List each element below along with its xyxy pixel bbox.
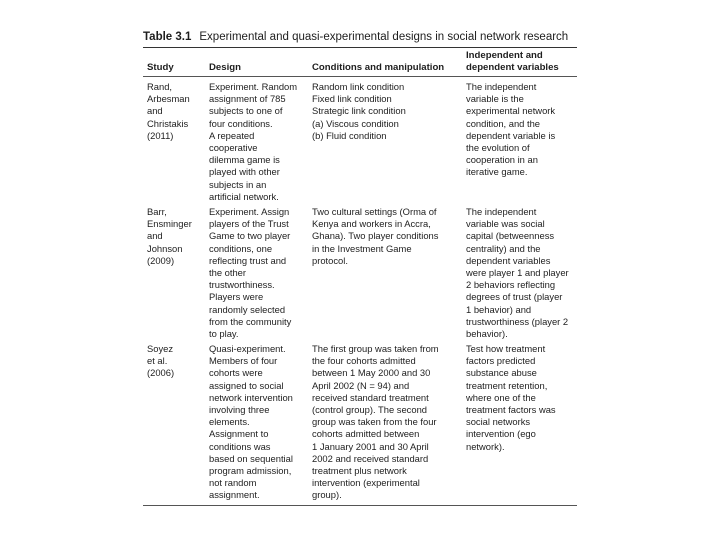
cell-line: centrality) and the — [466, 242, 541, 254]
cell-line: Kenya and workers in Accra, — [312, 218, 431, 230]
cell-study — [147, 343, 174, 380]
cell-line: Fixed link condition — [312, 93, 392, 105]
cell-line: Ensminger — [147, 218, 192, 230]
cell-line: Players were — [209, 291, 264, 303]
cell-line: the four cohorts admitted — [312, 355, 416, 367]
cell-line: assignment. — [209, 489, 260, 501]
cell-study — [147, 206, 192, 267]
cell-line: (2006) — [147, 367, 175, 379]
bottom-rule — [143, 505, 577, 506]
header-variables-line1: Independent and — [466, 50, 543, 61]
cell-line: Test how treatment — [466, 343, 546, 354]
cell-variables — [466, 343, 556, 453]
cell-line: (control group). The second — [312, 404, 427, 416]
cell-line: program admission, — [209, 465, 292, 477]
table-3-1 — [143, 30, 577, 506]
cell-line: Christakis — [147, 117, 189, 129]
cell-line: players of the Trust — [209, 218, 289, 230]
cell-line: randomly selected — [209, 303, 286, 315]
header-conditions: Conditions and manipulation — [312, 62, 445, 73]
cell-line: The independent — [466, 206, 537, 217]
cell-line: Experiment. Random — [209, 81, 298, 92]
cell-line: where one of the — [466, 391, 536, 403]
cell-line: assignment of 785 — [209, 93, 286, 105]
cell-line: Ghana). Two player conditions — [312, 230, 439, 242]
cell-line: the evolution of — [466, 142, 530, 154]
cell-line: substance abuse — [466, 367, 537, 379]
cell-line: treatment factors was — [466, 404, 556, 416]
cell-line: trustworthiness. — [209, 279, 275, 291]
cell-line: iterative game. — [466, 166, 528, 178]
cell-line: experimental network — [466, 105, 556, 117]
cell-line: factors predicted — [466, 355, 536, 367]
cell-line: were player 1 and player — [466, 267, 569, 279]
cell-line: 1 January 2001 and 30 April — [312, 440, 429, 452]
cell-line: dilemma game is — [209, 154, 280, 166]
cell-line: group). — [312, 489, 342, 501]
cell-line: based on sequential — [209, 452, 293, 464]
cell-line: treatment retention, — [466, 379, 548, 391]
cell-line: capital (betweenness — [466, 230, 555, 242]
cell-variables — [466, 206, 569, 340]
cell-line: Arbesman — [147, 93, 190, 105]
cell-line: protocol. — [312, 254, 348, 266]
cell-line: Assignment to — [209, 428, 269, 440]
cell-line: artificial network. — [209, 190, 279, 202]
cell-line: Random link condition — [312, 81, 405, 92]
cell-line: condition, and the — [466, 117, 541, 129]
cell-line: 1 behavior) and — [466, 303, 532, 315]
cell-line: (b) Fluid condition — [312, 129, 387, 141]
cell-conditions — [312, 343, 439, 502]
cell-line: The first group was taken from — [312, 343, 439, 354]
table-caption — [143, 30, 577, 47]
cell-line: received standard treatment — [312, 391, 429, 403]
table-row — [143, 343, 577, 505]
cell-line: network intervention — [209, 391, 293, 403]
cell-line: dependent variables — [466, 254, 551, 266]
table-row — [143, 206, 577, 343]
cell-conditions — [312, 206, 438, 267]
cell-line: cohorts were — [209, 367, 263, 379]
table-row — [143, 81, 577, 206]
cell-line: subjects to one of — [209, 105, 283, 117]
cell-conditions — [312, 81, 406, 142]
cell-line: Members of four — [209, 355, 278, 367]
cell-line: assigned to social — [209, 379, 284, 391]
cell-design — [209, 206, 291, 340]
cell-line: Johnson — [147, 242, 183, 254]
cell-line: played with other — [209, 166, 280, 178]
cell-line: network). — [466, 440, 505, 452]
cell-line: Game to two player — [209, 230, 291, 242]
cell-line: treatment plus network — [312, 465, 407, 477]
cell-line: social networks — [466, 416, 531, 428]
table-title: Experimental and quasi-experimental designs in social network research — [199, 31, 569, 43]
cell-line: A repeated — [209, 129, 255, 141]
cell-line: trustworthiness (player 2 — [466, 315, 569, 327]
header-rule — [143, 76, 577, 77]
cell-line: conditions was — [209, 440, 271, 452]
cell-line: intervention (ego — [466, 428, 536, 440]
cell-line: the other — [209, 267, 247, 279]
header-study: Study — [147, 62, 174, 73]
cell-line: subjects in an — [209, 178, 267, 190]
cell-line: cooperative — [209, 142, 258, 154]
cell-line: reflecting trust and — [209, 254, 287, 266]
header-variables — [466, 50, 559, 74]
header-row — [143, 48, 577, 76]
cell-line: The independent — [466, 81, 537, 92]
cell-line: four conditions. — [209, 117, 273, 129]
cell-line: 2 behaviors reflecting — [466, 279, 556, 291]
cell-line: and — [147, 230, 163, 242]
cell-line: in the Investment Game — [312, 242, 412, 254]
cell-line: Barr, — [147, 206, 167, 217]
cell-line: not random — [209, 477, 257, 489]
cell-line: 2002 and received standard — [312, 452, 429, 464]
cell-line: cooperation in an — [466, 154, 538, 166]
cell-line: group was taken from the four — [312, 416, 437, 428]
cell-design — [209, 343, 293, 502]
cell-line: Experiment. Assign — [209, 206, 290, 217]
header-design: Design — [209, 62, 241, 73]
cell-line: Strategic link condition — [312, 105, 406, 117]
cell-line: from the community — [209, 315, 292, 327]
cell-line: elements. — [209, 416, 250, 428]
cell-line: conditions, one — [209, 242, 273, 254]
cell-line: degrees of trust (player — [466, 291, 563, 303]
cell-line: cohorts admitted between — [312, 428, 420, 440]
cell-line: et al. — [147, 355, 168, 367]
cell-design — [209, 81, 297, 203]
cell-line: Rand, — [147, 81, 173, 92]
cell-line: behavior). — [466, 328, 508, 340]
cell-line: and — [147, 105, 163, 117]
cell-line: (a) Viscous condition — [312, 117, 399, 129]
table-number: Table 3.1 — [143, 31, 192, 43]
cell-line: to play. — [209, 328, 239, 340]
cell-variables — [466, 81, 555, 179]
cell-line: between 1 May 2000 and 30 — [312, 367, 431, 379]
header-variables-line2: dependent variables — [466, 62, 559, 74]
cell-line: dependent variable is — [466, 129, 556, 141]
cell-line: Soyez — [147, 343, 174, 354]
cell-line: April 2002 (N = 94) and — [312, 379, 410, 391]
cell-line: (2011) — [147, 129, 174, 141]
cell-line: intervention (experimental — [312, 477, 420, 489]
cell-line: variable was social — [466, 218, 545, 230]
cell-line: (2009) — [147, 254, 175, 266]
cell-line: involving three — [209, 404, 270, 416]
cell-line: variable is the — [466, 93, 524, 105]
cell-study — [147, 81, 190, 142]
cell-line: Quasi-experiment. — [209, 343, 286, 354]
cell-line: Two cultural settings (Orma of — [312, 206, 437, 217]
